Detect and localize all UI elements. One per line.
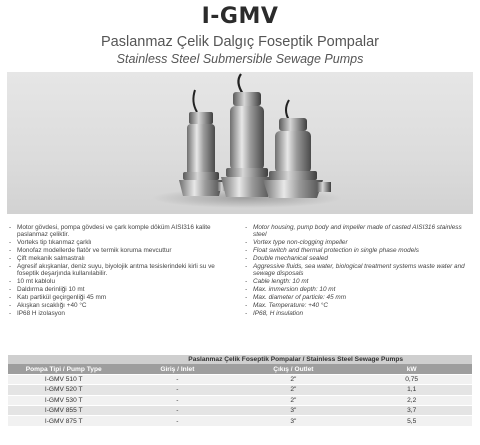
cell-pump-type: I-GMV 875 T xyxy=(8,416,119,426)
cell-outlet: 3" xyxy=(235,405,351,415)
cell-inlet: - xyxy=(119,374,235,384)
cell-pump-type: I-GMV 510 T xyxy=(8,374,119,384)
product-photo xyxy=(7,72,473,214)
cell-kw: 1,1 xyxy=(351,385,472,395)
column-header-kw: kW xyxy=(351,364,472,374)
feature-item: - Akışkan sıcaklığı +40 °C xyxy=(9,302,231,309)
feature-item: - Aggressive fluids, sea water, biological treatment systems waste water and sewage disposals xyxy=(245,263,473,278)
column-header-outlet: Çıkış / Outlet xyxy=(235,364,351,374)
feature-item: - Vortex type non-clogging impeller xyxy=(245,239,473,246)
cell-outlet: 2" xyxy=(235,374,351,384)
feature-item: - Çift mekanik salmastralı xyxy=(9,255,231,262)
cell-pump-type: I-GMV 530 T xyxy=(8,395,119,405)
cell-kw: 3,7 xyxy=(351,405,472,415)
feature-item: - Agresif akışkanlar, deniz suyu, biyolojik arıtma tesislerindeki kirli su ve foseptik deşarjında kullanılabilir. xyxy=(9,263,231,278)
feature-item: - Double mechanical sealed xyxy=(245,255,473,262)
pump-small-graphic xyxy=(179,90,229,196)
table-row xyxy=(8,405,472,415)
table-caption: Paslanmaz Çelik Foseptik Pompalar / Stainless Steel Sewage Pumps xyxy=(119,355,472,364)
feature-item: - Monofaz modellerde flatör ve termik koruma mevcuttur xyxy=(9,247,231,254)
subtitle-english: Stainless Steel Submersible Sewage Pumps xyxy=(116,52,364,66)
cell-kw: 0,75 xyxy=(351,374,472,384)
feature-item: - Max. diameter of particle: 45 mm xyxy=(245,294,473,301)
feature-item: - Cable length: 10 mt xyxy=(245,278,473,285)
cell-pump-type: I-GMV 855 T xyxy=(8,405,119,415)
column-header-inlet: Giriş / Inlet xyxy=(119,364,235,374)
cell-inlet: - xyxy=(119,416,235,426)
cell-inlet: - xyxy=(119,385,235,395)
table-row xyxy=(8,416,472,426)
cell-outlet: 2" xyxy=(235,385,351,395)
page-title: I-GMV xyxy=(201,4,279,29)
column-header-pump-type: Pompa Tipi / Pump Type xyxy=(8,364,119,374)
feature-item: - Motor gövdesi, pompa gövdesi ve çark komple döküm AISI316 kalite paslanmaz çeliktir. xyxy=(9,224,231,239)
features-list-turkish xyxy=(9,224,231,318)
table-row xyxy=(8,395,472,405)
feature-item: - Katı partikül geçirgenliği 45 mm xyxy=(9,294,231,301)
cell-outlet: 2" xyxy=(235,395,351,405)
feature-item: - IP68 H izolasyon xyxy=(9,310,231,317)
cell-kw: 5,5 xyxy=(351,416,472,426)
cell-inlet: - xyxy=(119,405,235,415)
feature-item: - Daldırma derinliği 10 mt xyxy=(9,286,231,293)
table-caption-spacer xyxy=(8,355,119,364)
feature-item: - Float switch and thermal protection in single phase models xyxy=(245,247,473,254)
feature-item: - Motor housing, pump body and impeller made of casted AISI316 stainless steel xyxy=(245,224,473,239)
features-list-english xyxy=(245,224,473,318)
feature-item: - Max. immersion depth: 10 mt xyxy=(245,286,473,293)
table-row xyxy=(8,374,472,384)
feature-item: - 10 mt kablolu xyxy=(9,278,231,285)
feature-item: - Max. Temperature: +40 °C xyxy=(245,302,473,309)
pump-illustration xyxy=(7,72,473,214)
specifications-table xyxy=(8,355,472,426)
cell-pump-type: I-GMV 520 T xyxy=(8,385,119,395)
cell-inlet: - xyxy=(119,395,235,405)
table-row xyxy=(8,385,472,395)
cell-kw: 2,2 xyxy=(351,395,472,405)
feature-item: - IP68, H insulation xyxy=(245,310,473,317)
pump-large-graphic xyxy=(263,100,331,198)
feature-item: - Vorteks tip tıkanmaz çarklı xyxy=(9,239,231,246)
cell-outlet: 3" xyxy=(235,416,351,426)
subtitle-turkish: Paslanmaz Çelik Dalgıç Foseptik Pompalar xyxy=(100,34,380,50)
